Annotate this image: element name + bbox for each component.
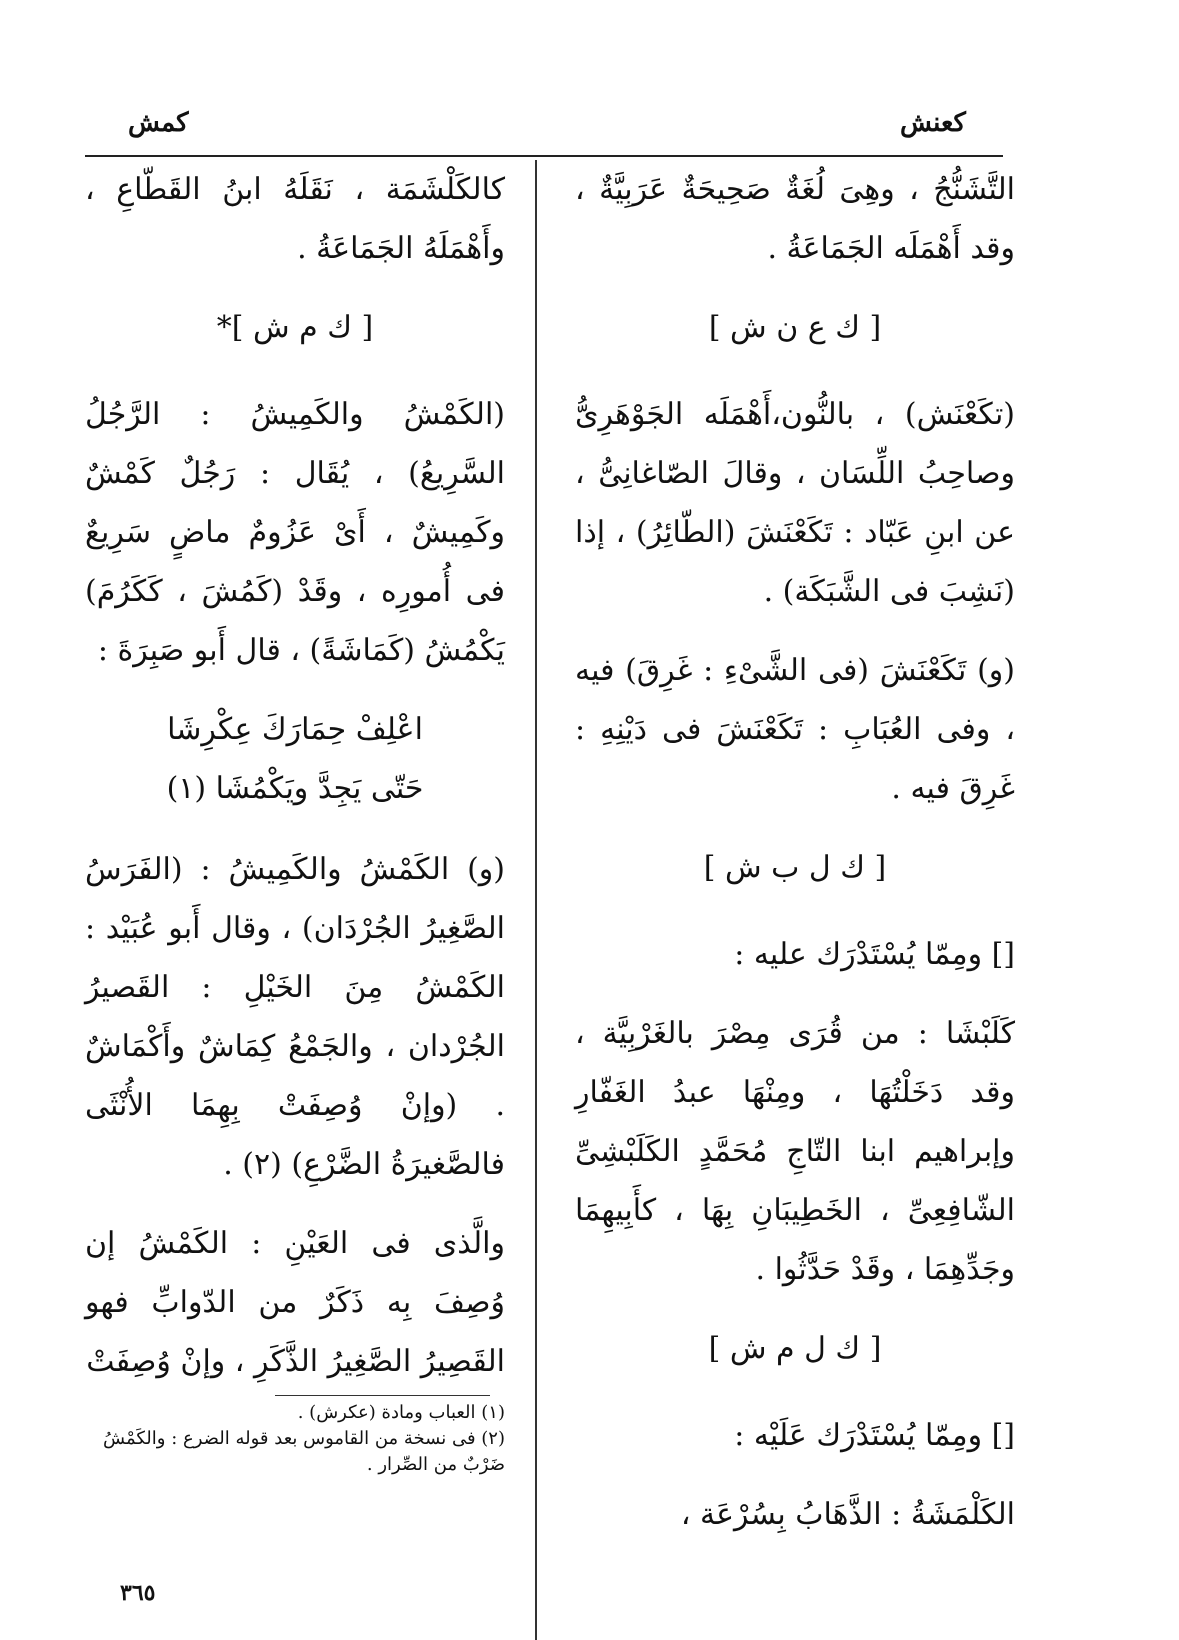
verse-line: حَتّى يَجِدَّ ويَكْمُشَا (١) (166, 771, 424, 806)
running-head-left: كمش (128, 108, 189, 138)
entry-heading: [ ك ل ب ش ] (703, 850, 887, 885)
entry-heading: [ ك ل م ش ] (708, 1331, 882, 1366)
paragraph: الكَلْمَشَةُ : الذَّهَابُ بِسُرْعَة ، (680, 1497, 1015, 1532)
entry-heading: [ ك م ش ]* (216, 310, 374, 345)
paragraph: كالكَلْشَمَة ، نَقَلَهُ ابنُ القَطّاعِ ، وأَهْمَلَهُ الجَمَاعَةُ . (85, 172, 505, 266)
paragraph: (و) تَكَعْنَشَ (فى الشَّىْءِ : غَرِقَ) فيه ، وفى العُبَابِ : تَكَعْنَشَ فى دَيْنِهِ : غَرِقَ فيه . (575, 653, 1015, 806)
paragraph: [] ومِمّا يُسْتَدْرَك عليه : (734, 937, 1015, 972)
footnotes (85, 1400, 505, 1478)
page-number: ٣٦٥ (120, 1580, 156, 1606)
paragraph: والَّذى فى العَيْنِ : الكَمْشُ إن وُصِفَ بِه ذَكَرٌ من الدّوابِّ فهو القَصِيرُ الصَّغِيرُ الذَّكَرِ ، وإنْ وُصِفَتْ (85, 1226, 505, 1379)
paragraph: التَّشَنُّجُ ، وهِىَ لُغَةٌ صَحِيحَةٌ عَرَبِيَّةٌ ، وقد أَهْمَلَه الجَمَاعَةُ . (575, 172, 1015, 266)
entry-heading: [ ك ع ن ش ] (708, 310, 882, 345)
running-head-right: كعنش (900, 108, 966, 138)
right-column (575, 160, 1015, 1564)
footnote: (٢) فى نسخة من القاموس بعد قوله الضرع : والكَمْشُ ضَرْبٌ من الصِّرار . (103, 1428, 505, 1475)
header-rule (85, 155, 1003, 157)
footnote: (١) العباب ومادة (عكرش) . (297, 1402, 505, 1423)
verse-line: اعْلِفْ حِمَارَكَ عِكْرِشَا (167, 712, 423, 747)
left-column (85, 160, 505, 1411)
verse (85, 700, 505, 818)
paragraph: [] ومِمّا يُسْتَدْرَك عَلَيْه : (734, 1418, 1015, 1453)
paragraph: (الكَمْشُ والكَمِيشُ : الرَّجُلُ السَّرِيعُ) ، يُقَال : رَجُلٌ كَمْشٌ وكَمِيشٌ ، أَىْ عَزُومٌ ماضٍ سَرِيعٌ فى أُمورِه ، وقَدْ (كَمُشَ ، كَكَرُمَ) يَكْمُشُ (كَمَاشَةً) ، قال أَبو صَبِرَةَ : (85, 397, 505, 668)
column-divider (535, 160, 537, 1640)
footnote-rule (275, 1395, 490, 1396)
paragraph: كَلَبْشَا : من قُرَى مِصْرَ بالغَرْبِيَّة ، وقد دَخَلْتُهَا ، ومِنْهَا عبدُ الغَفّارِ وإبراهيم ابنا التّاجِ مُحَمَّدٍ الكَلَبْشِىِّ الشّافِعِىِّ ، الخَطِيبَانِ بِهَا ، كأَبِيهِمَا وجَدِّهِمَا ، وقَدْ حَدَّثُوا . (575, 1016, 1015, 1287)
paragraph: (و) الكَمْشُ والكَمِيشُ : (الفَرَسُ الصَّغِيرُ الجُرْدَان) ، وقال أَبو عُبَيْد : الكَمْشُ مِنَ الخَيْلِ : القَصيرُ الجُرْدان ، والجَمْعُ كِمَاشٌ وأَكْمَاشٌ . (وإنْ وُصِفَتْ بِهِمَا الأُنْثَى فالصَّغيرَةُ الضَّرْعِ) (٢) . (85, 852, 505, 1182)
paragraph: (تكَعْنَش) ، بالنُّون،أَهْمَلَه الجَوْهَرِىُّ وصاحِبُ اللِّسَان ، وقالَ الصّاغانِىُّ ، عن ابنِ عَبّاد : تَكَعْنَشَ (الطّائِرُ) ، إذا (نَشِبَ فى الشَّبَكَة) . (575, 397, 1015, 609)
